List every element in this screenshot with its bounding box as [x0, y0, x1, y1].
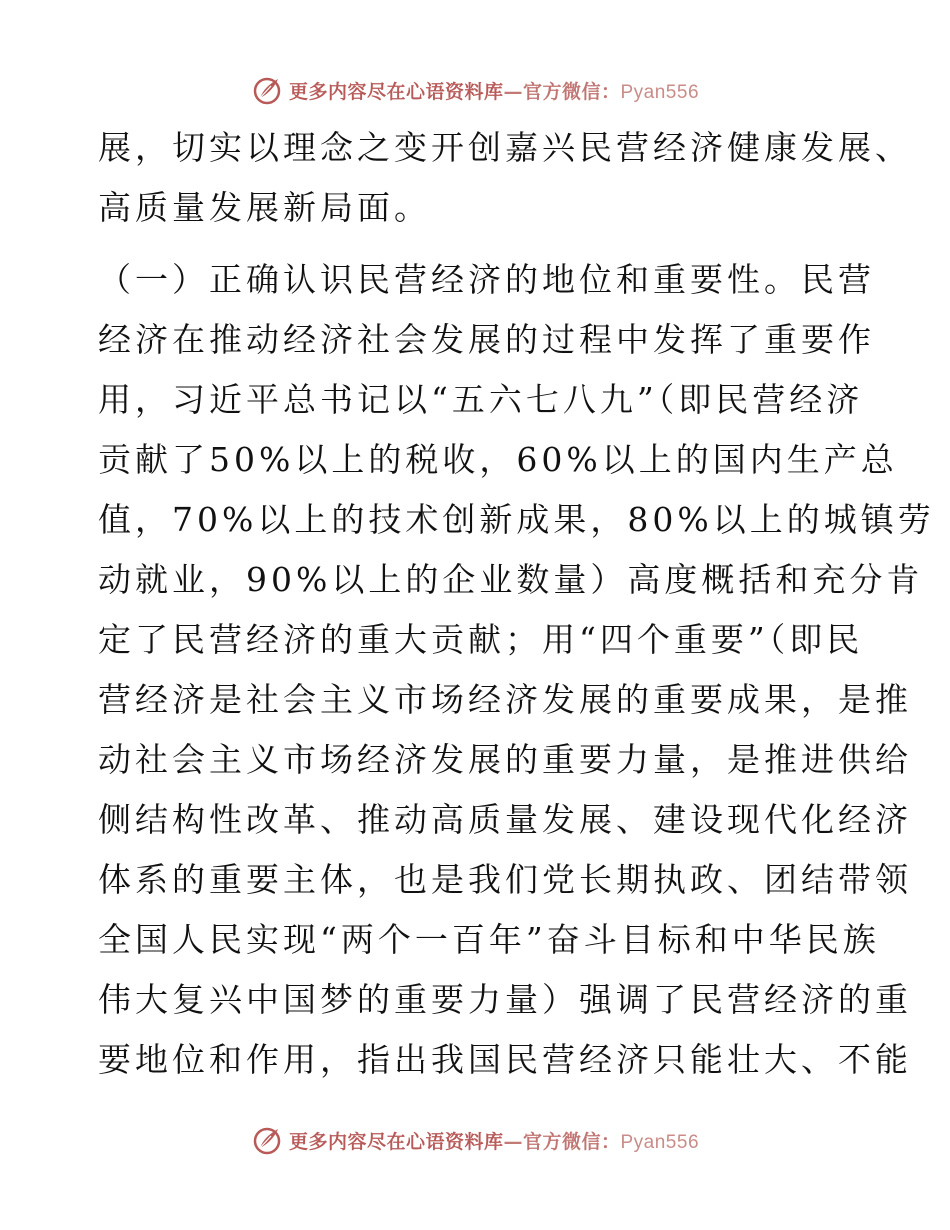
watermark-brand: 更多内容尽在心语资料库	[288, 1130, 504, 1153]
text-line: 营经济是社会主义市场经济发展的重要成果，是推	[98, 680, 912, 719]
document-body	[98, 118, 935, 1090]
watermark-separator: —	[503, 80, 523, 103]
text-line: 动社会主义市场经济发展的重要力量，是推进供给	[98, 740, 912, 779]
text-line: 动就业，90%以上的企业数量）高度概括和充分肯	[98, 560, 924, 599]
text-line: （一）正确认识民营经济的地位和重要性。民营	[98, 260, 875, 299]
watermark-text	[289, 77, 699, 104]
footer-watermark	[0, 1120, 950, 1160]
text-line: 用，习近平总书记以“五六七八九”（即民营经济	[98, 380, 864, 419]
text-line: 伟大复兴中国梦的重要力量）强调了民营经济的重	[98, 980, 912, 1019]
watermark-wechat-label: 官方微信：	[522, 1130, 621, 1153]
text-line: 经济在推动经济社会发展的过程中发挥了重要作	[98, 320, 875, 359]
text-line: 侧结构性改革、推动高质量发展、建设现代化经济	[98, 800, 912, 839]
text-line: 定了民营经济的重大贡献；用“四个重要”（即民	[98, 620, 864, 659]
watermark-wechat-id: Pyan556	[620, 81, 700, 103]
text-line: 值，70%以上的技术创新成果，80%以上的城镇劳	[98, 500, 935, 539]
watermark-wechat-id: Pyan556	[620, 1131, 700, 1153]
watermark-separator: —	[503, 1130, 523, 1153]
watermark-text	[289, 1127, 699, 1154]
text-line: 全国人民实现“两个一百年”奋斗目标和中华民族	[98, 920, 880, 959]
text-line: 要地位和作用，指出我国民营经济只能壮大、不能	[98, 1040, 912, 1079]
watermark-brand: 更多内容尽在心语资料库	[288, 80, 504, 103]
text-line: 高质量发展新局面。	[98, 188, 431, 227]
feather-pen-logo-icon	[251, 1124, 283, 1156]
text-line: 展，切实以理念之变开创嘉兴民营经济健康发展、	[98, 128, 912, 167]
watermark-wechat-label: 官方微信：	[522, 80, 621, 103]
paragraph-continued	[98, 118, 912, 238]
text-line: 体系的重要主体，也是我们党长期执政、团结带领	[98, 860, 912, 899]
feather-pen-logo-icon	[251, 74, 283, 106]
header-watermark	[0, 70, 950, 110]
paragraph-section-one	[98, 250, 935, 1090]
text-line: 贡献了50%以上的税收，60%以上的国内生产总	[98, 440, 898, 479]
